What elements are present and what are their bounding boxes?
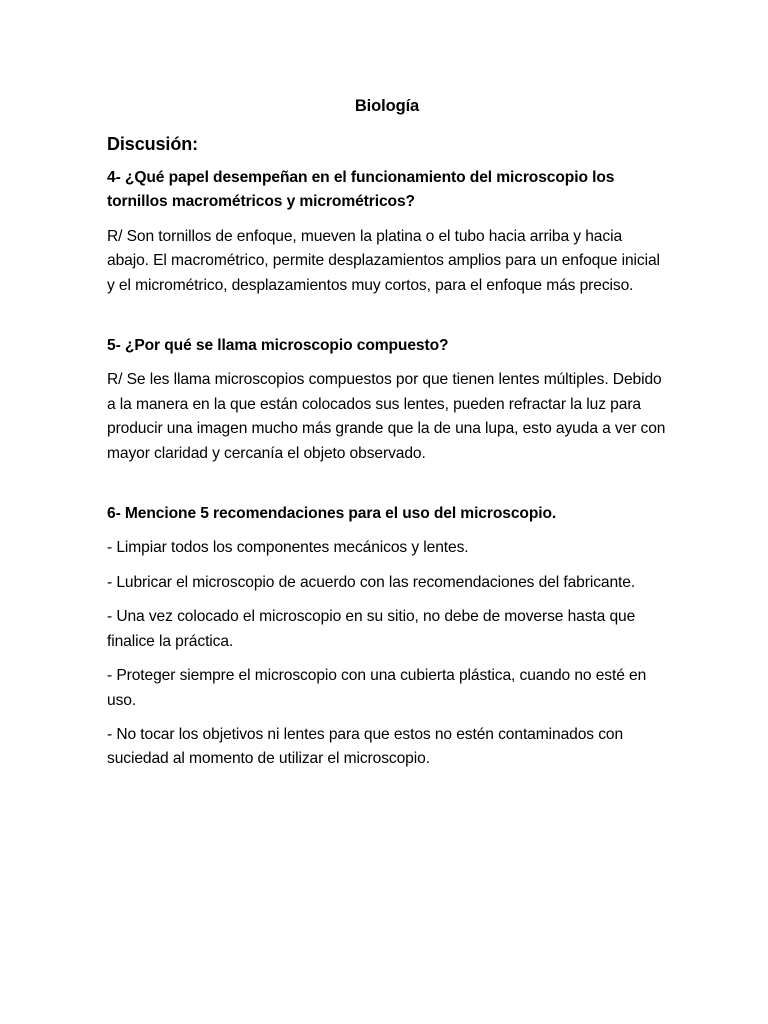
answer-4: R/ Son tornillos de enfoque, mueven la platina o el tubo hacia arriba y hacia abajo. El macrométrico, permite desplazamientos amplios para un enfoque inicial y el micrométrico, desplazamientos muy cortos, para el enfoque más preciso. (107, 227, 660, 294)
recommendation-item: - Una vez colocado el microscopio en su sitio, no debe de moverse hasta que finalice la práctica. (107, 608, 636, 650)
question-5: 5- ¿Por qué se llama microscopio compuesto? (107, 337, 449, 355)
recommendation-item: - Lubricar el microscopio de acuerdo con las recomendaciones del fabricante. (107, 573, 636, 591)
question-6: 6- Mencione 5 recomendaciones para el uso del microscopio. (107, 505, 557, 523)
recommendation-item: - No tocar los objetivos ni lentes para que estos no estén contaminados con suciedad al momento de utilizar el microscopio. (107, 725, 624, 768)
document-body (107, 94, 667, 782)
answer-5: R/ Se les llama microscopios compuestos por que tienen lentes múltiples. Debido a la manera en la que están colocados sus lentes, pueden refractar la luz para producir una imagen mucho más grande que la de una lupa, esto ayuda a ver con mayor claridad y cercanía el objeto observado. (107, 371, 666, 462)
spacer (107, 466, 667, 502)
section-heading: Discusión: (107, 134, 199, 154)
document-title: Biología (354, 97, 420, 115)
question-4: 4- ¿Qué papel desempeñan en el funcionamiento del microscopio los tornillos macrométricos y micrométricos? (107, 169, 615, 211)
recommendation-item: - Limpiar todos los componentes mecánicos y lentes. (107, 539, 469, 557)
recommendation-item: - Proteger siempre el microscopio con una cubierta plástica, cuando no esté en uso. (107, 667, 647, 709)
spacer (107, 298, 667, 334)
